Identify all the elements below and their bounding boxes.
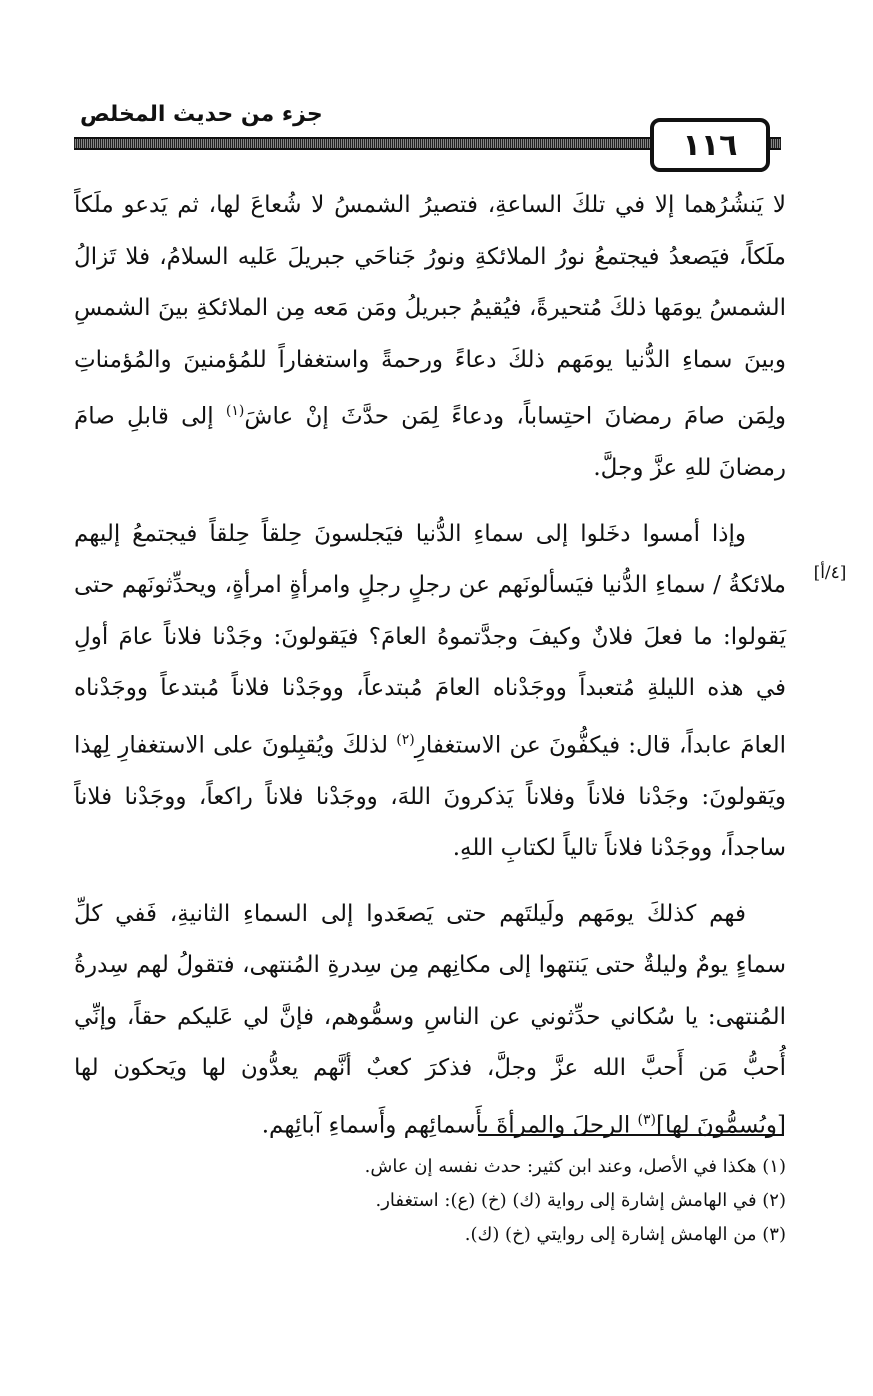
margin-folio-ref: [٤/أ] [813, 563, 847, 583]
paragraph-3-tail: الرجلَ والمرأةَ بأَسمائِهم وأَسماءِ آبائِهم. [261, 1112, 638, 1139]
main-text [74, 180, 786, 1152]
paragraph-2-tail: لذلكَ ويُقبِلونَ على الاستغفارِ لِهذا ويَقولونَ: وجَدْنا فلاناً وفلاناً يَذكرونَ اللهَ، ووجَدْنا فلاناً راكعاً، ووجَدْنا فلاناً ساجداً، ووجَدْنا فلاناً تالياً لكتابِ اللهِ. [74, 732, 786, 862]
footnote-3: (٣) من الهامش إشارة إلى روايتي (خ) (ك). [464, 1224, 786, 1245]
paragraph-1-text: لا يَنشُرُهما إلا في تلكَ الساعةِ، فتصيرُ الشمسُ لا شُعاعَ لها، ثم يَدعو ملَكاً ملَكاً، فيَصعدُ فيجتمعُ نورُ الملائكةِ ونورُ جَناحَي جبريلَ عَليه السلامُ، فلا تَزالُ الشمسُ يومَها ذلكَ مُتحيرةً، فيُقيمُ جبريلُ ومَن مَعه مِن الملائكةِ بينَ الشمسِ وبينَ سماءِ الدُّنيا يومَهم ذلكَ دعاءً ورحمةً واستغفاراً للمُؤمنينَ والمُؤمناتِ ولِمَن صامَ رمضانَ احتِساباً، ودعاءً لِمَن حدَّثَ إنْ عاشَ [74, 192, 786, 430]
footnote-ref-2: (٢) [396, 731, 415, 748]
paragraph-3-text: فهم كذلكَ يومَهم ولَيلتَهم حتى يَصعَدوا إلى السماءِ الثانيةِ، فَفي كلِّ سماءٍ يومٌ وليلةٌ حتى يَنتهوا إلى مكانِهم مِن سِدرةِ المُنتهى، فتقولُ لهم سِدرةُ المُنتهى: يا سُكاني حدِّثوني عن الناسِ وسمُّوهم، فإنَّ لي عَليكم حقاً، وإنِّي أُحبُّ مَن أَحبَّ الله عزَّ وجلَّ، فذكرَ كعبٌ أنَّهم يعدُّون لها ويَحكون لها [ويُسمُّونَ لها] [74, 900, 786, 1139]
footnote-2: (٢) في الهامش إشارة إلى رواية (ك) (خ) (ع): استغفار. [375, 1190, 786, 1211]
page-number: ١١٦ [650, 118, 770, 172]
footnote-ref-3: (٣) [637, 1111, 657, 1128]
paragraph-2-text: وإذا أمسوا دخَلوا إلى سماءِ الدُّنيا فيَجلسونَ حِلقاً حِلقاً فيجتمعُ إليهم ملائكةُ / سماءِ الدُّنيا فيَسألونَهم عن رجلٍ رجلٍ وامرأةٍ امرأةٍ، ويحدِّثونَهم حتى يَقولوا: ما فعلَ فلانٌ وكيفَ وجدَّتموهُ العامَ؟ فيَقولونَ: وجَدْنا فلاناً عامَ أولِ في هذه الليلةِ مُتعبداً ووجَدْناه العامَ مُبتدعاً، ووجَدْنا فلاناً مُبتدعاً ووجَدْناه العامَ عابداً، قال: فيكفُّونَ عن الاستغفارِ [74, 520, 786, 759]
footnotes [300, 1150, 786, 1252]
paragraph-2 [74, 509, 786, 875]
running-title: جزء من حديث المخلص [80, 102, 323, 127]
paragraph-1 [74, 180, 786, 495]
footnote-1: (١) هكذا في الأصل، وعند ابن كثير: حدث نفسه إن عاش. [364, 1156, 786, 1177]
paragraph-3 [74, 889, 786, 1152]
footnote-ref-1: (١) [225, 403, 245, 419]
footnote-separator [478, 1134, 784, 1136]
paragraph-1-tail: إلى قابلِ صامَ رمضانَ للهِ عزَّ وجلَّ. [74, 403, 786, 482]
